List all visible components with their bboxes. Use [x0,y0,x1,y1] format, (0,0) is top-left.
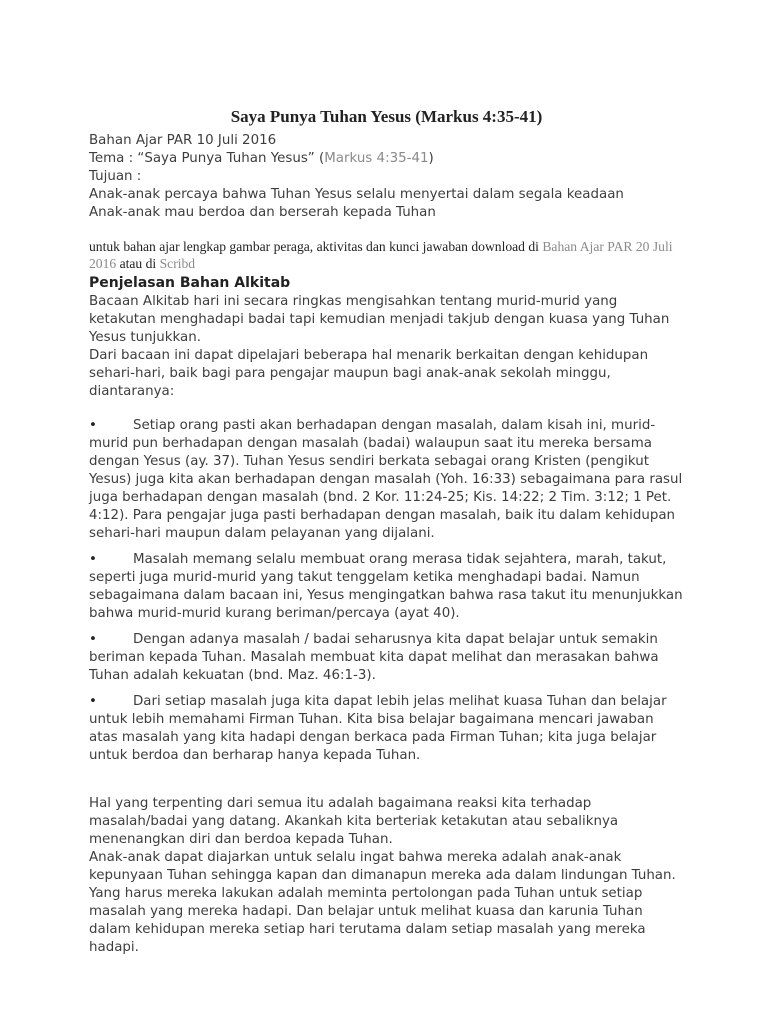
download-middle: atau di [116,256,160,271]
paragraph-1: Bacaan Alkitab hari ini secara ringkas mengisahkan tentang murid-murid yang ketakutan menghadapi badai tapi kemudian menjadi takjub dengan kuasa yang Tuhan Yesus tunjukkan. [89,294,670,345]
document-page [89,100,684,957]
list-item-text: Dengan adanya masalah / badai seharusnya kita dapat belajar untuk semakin beriman kepada Tuhan. Masalah membuat kita dapat melihat dan merasakan bahwa Tuhan adalah kekuatan (bnd. Maz. 46:1-3). [89,632,659,683]
section-heading: Penjelasan Bahan Alkitab [89,275,291,291]
list-item-text: Dari setiap masalah juga kita dapat lebih jelas melihat kuasa Tuhan dan belajar untuk lebih memahami Firman Tuhan. Kita bisa belajar bagaimana mencari jawaban atas masalah yang kita hadapi dengan berkaca pada Firman Tuhan; kita juga belajar untuk berdoa dan berharap hanya kepada Tuhan. [89,694,667,763]
list-item [89,693,684,765]
intro-goal-1: Anak-anak percaya bahwa Tuhan Yesus selalu menyertai dalam segala keadaan [89,187,624,202]
list-item [89,417,684,543]
bahan-ajar-link[interactable]: Bahan Ajar PAR 20 Juli 2016 [89,239,673,271]
tema-scripture-link[interactable]: Markus 4:35-41 [324,151,429,166]
intro-line-bahan-ajar: Bahan Ajar PAR 10 Juli 2016 [89,133,277,148]
page-title: Saya Punya Tuhan Yesus (Markus 4:35-41) [230,107,543,126]
intro-goal-2: Anak-anak mau berdoa dan berserah kepada Tuhan [89,205,436,220]
bullet-list [89,417,684,765]
list-item [89,631,684,685]
intro-line-tema [89,150,684,168]
bullet-icon: • [89,632,97,647]
list-item [89,551,684,623]
intro-block [89,132,684,222]
tema-prefix: Tema : “Saya Punya Tuhan Yesus” ( [89,151,325,166]
bullet-icon: • [89,694,97,709]
list-item-text: Masalah memang selalu membuat orang merasa tidak sejahtera, marah, takut, seperti juga murid-murid yang takut tenggelam ketika menghadapi badai. Namun sebagaimana dalam bacaan ini, Yesus mengingatkan bahwa rasa takut itu menunjukkan bahwa murid-murid kurang beriman/percaya (ayat 40). [89,552,683,621]
paragraph-2: Dari bacaan ini dapat dipelajari beberapa hal menarik berkaitan dengan kehidupan sehari-hari, baik bagi para pengajar maupun bagi anak-anak sekolah minggu, diantaranya: [89,348,649,399]
intro-line-tujuan: Tujuan : [89,169,142,184]
bullet-icon: • [89,418,97,433]
download-note [89,238,684,272]
scribd-link[interactable]: Scribd [159,256,196,271]
download-text: untuk bahan ajar lengkap gambar peraga, aktivitas dan kunci jawaban download di [89,239,543,254]
closing-paragraph-1: Hal yang terpenting dari semua itu adalah bagaimana reaksi kita terhadap masalah/badai yang datang. Akankah kita berteriak ketakutan atau sebaliknya menenangkan diri dan berdoa kepada Tuhan. [89,796,619,847]
list-item-text: Setiap orang pasti akan berhadapan dengan masalah, dalam kisah ini, murid-murid pun berhadapan dengan masalah (badai) walaupun saat itu mereka bersama dengan Yesus (ay. 37). Tuhan Yesus sendiri berkata sebagai orang Kristen (pengikut Yesus) juga kita akan berhadapan dengan masalah (Yoh. 16:33) sebagaimana para rasul juga berhadapan dengan masalah (bnd. 2 Kor. 11:24-25; Kis. 14:22; 2 Tim. 3:12; 1 Pet. 4:12). Para pengajar juga pasti berhadapan dengan masalah, baik itu dalam kehidupan sehari-hari maupun dalam pelayanan yang dijalani. [89,418,683,541]
bullet-icon: • [89,552,97,567]
tema-suffix: ) [428,151,434,166]
closing-paragraph-2: Anak-anak dapat diajarkan untuk selalu ingat bahwa mereka adalah anak-anak kepunyaan Tuhan sehingga kapan dan dimanapun mereka ada dalam lindungan Tuhan. Yang harus mereka lakukan adalah meminta pertolongan pada Tuhan untuk setiap masalah yang mereka hadapi. Dan belajar untuk melihat kuasa dan karunia Tuhan dalam kehidupan mereka setiap hari terutama dalam setiap masalah yang mereka hadapi. [89,850,676,955]
